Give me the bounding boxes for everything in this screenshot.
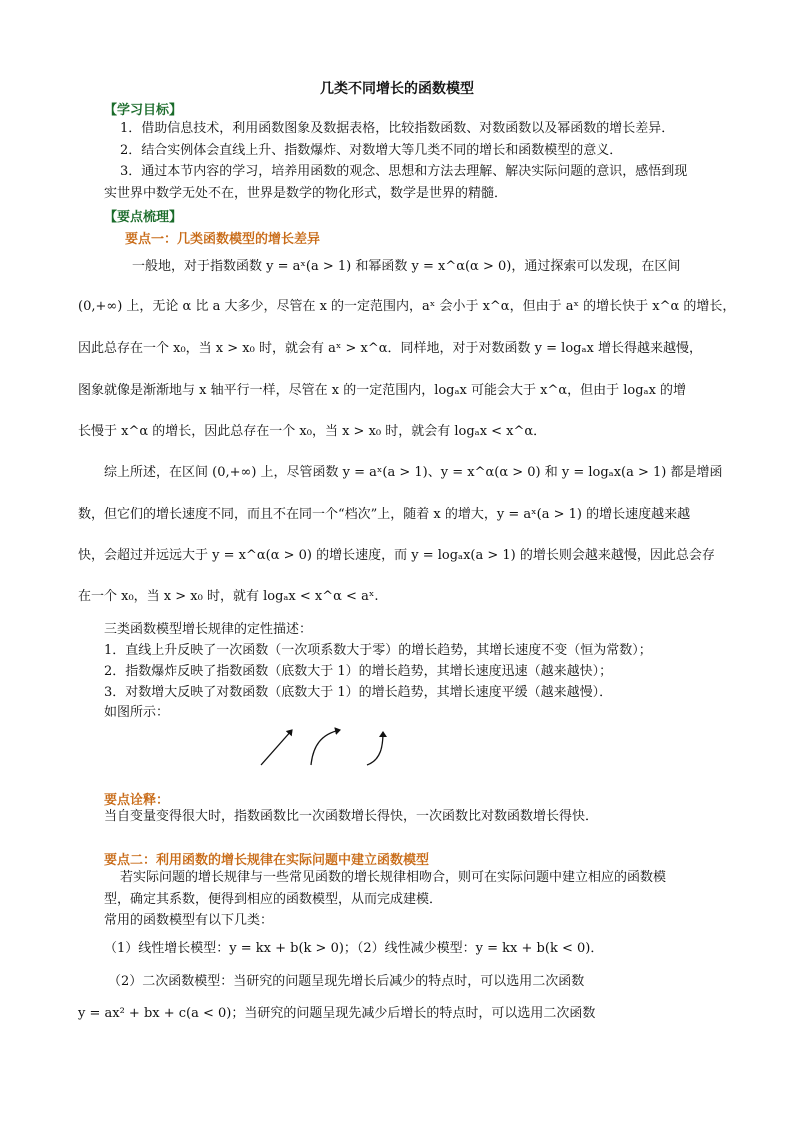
summary-heading: 【要点梳理】 bbox=[104, 210, 183, 225]
point1-para1-line-3: 因此总存在一个 x₀，当 x > x₀ 时，就会有 aˣ > x^α．同样地，对于对数函数 y = logₐx 增长得越来越慢， bbox=[78, 341, 702, 356]
point2-line-2: 型，确定其系数，便得到相应的函数模型，从而完成建模． bbox=[104, 892, 443, 907]
point1-para2-line-2: 数，但它们的增长速度不同，而且不在同一个“档次”上，随着 x 的增大，y = aˣ(a > 1) 的增长速度越来越 bbox=[78, 507, 691, 522]
point2-line-1: 若实际问题的增长规律与一些常见函数的增长规律相吻合，则可在实际问题中建立相应的函数模 bbox=[120, 870, 667, 885]
point1-para1-line-2: (0,+∞) 上，无论 α 比 a 大多少，尽管在 x 的一定范围内，aˣ 会小于 x^α，但由于 aˣ 的增长快于 x^α 的增长， bbox=[78, 299, 736, 314]
qualitative-line-1: 1．直线上升反映了一次函数（一次项系数大于零）的增长趋势，其增长速度不变（恒为常数）； bbox=[104, 643, 652, 658]
point1-para2-line-3: 快，会超过并远远大于 y = x^α(α > 0) 的增长速度，而 y = logₐx(a > 1) 的增长则会越来越慢，因此总会存 bbox=[78, 548, 715, 563]
objective-line-4: 实世界中数学无处不在，世界是数学的物化形式，数学是世界的精髓． bbox=[104, 186, 508, 201]
qualitative-line-2: 2．指数爆炸反映了指数函数（底数大于 1）的增长趋势，其增长速度迅速（越来越快）； bbox=[104, 664, 613, 679]
objectives-heading: 【学习目标】 bbox=[104, 103, 183, 118]
objective-line-3: 3．通过本节内容的学习，培养用函数的观念、思想和方法去理解、解决实际问题的意识，感悟到现 bbox=[120, 164, 688, 179]
point1-para1-line-1: 一般地，对于指数函数 y = aˣ(a > 1) 和幂函数 y = x^α(α > 0)，通过探索可以发现，在区间 bbox=[132, 259, 681, 274]
point1-para2-line-4: 在一个 x₀，当 x > x₀ 时，就有 logₐx < x^α < aˣ. bbox=[78, 589, 379, 604]
point1-para1-line-5: 长慢于 x^α 的增长，因此总存在一个 x₀，当 x > x₀ 时，就会有 logₐx < x^α． bbox=[78, 424, 547, 439]
point2-line-4: （1）线性增长模型：y = kx + b(k > 0)；（2）线性减少模型：y = kx + b(k < 0)． bbox=[104, 941, 604, 956]
qualitative-line-3: 3．对数增大反映了对数函数（底数大于 1）的增长趋势，其增长速度平缓（越来越慢）． bbox=[104, 685, 613, 700]
point1-heading: 要点一：几类函数模型的增长差异 bbox=[125, 232, 321, 247]
point2-line-6: y = ax² + bx + c(a < 0)；当研究的问题呈现先减少后增长的特点时，可以选用二次函数 bbox=[78, 1006, 596, 1021]
page-title: 几类不同增长的函数模型 bbox=[320, 81, 474, 97]
logarithmic-growth-curve bbox=[367, 732, 383, 765]
objective-line-2: 2．结合实例体会直线上升、指数爆炸、对数增大等几类不同的增长和函数模型的意义． bbox=[120, 143, 623, 158]
point1-para2-line-1: 综上所述，在区间 (0,+∞) 上，尽管函数 y = aˣ(a > 1)、y = x^α(α > 0) 和 y = logₐx(a > 1) 都是增函 bbox=[104, 465, 723, 480]
figure-intro: 如图所示： bbox=[104, 705, 170, 720]
growth-curves-figure bbox=[255, 718, 395, 768]
objective-line-1: 1．借助信息技术，利用函数图象及数据表格，比较指数函数、对数函数以及幂函数的增长差异． bbox=[120, 121, 675, 136]
point1-para1-line-4: 图象就像是渐渐地与 x 轴平行一样，尽管在 x 的一定范围内，logₐx 可能会大于 x^α，但由于 logₐx 的增 bbox=[78, 383, 687, 398]
linear-growth-curve bbox=[261, 730, 292, 765]
point2-line-5: （2）二次函数模型：当研究的问题呈现先增长后减少的特点时，可以选用二次函数 bbox=[108, 974, 585, 989]
point2-heading: 要点二：利用函数的增长规律在实际问题中建立函数模型 bbox=[104, 853, 430, 868]
point1-note: 当自变量变得很大时，指数函数比一次函数增长得快，一次函数比对数函数增长得快． bbox=[104, 809, 599, 824]
point1-note-heading: 要点诠释： bbox=[104, 793, 170, 808]
exponential-growth-curve bbox=[311, 730, 340, 765]
qualitative-heading: 三类函数模型增长规律的定性描述： bbox=[104, 622, 313, 637]
point2-line-3: 常用的函数模型有以下几类： bbox=[104, 913, 274, 928]
